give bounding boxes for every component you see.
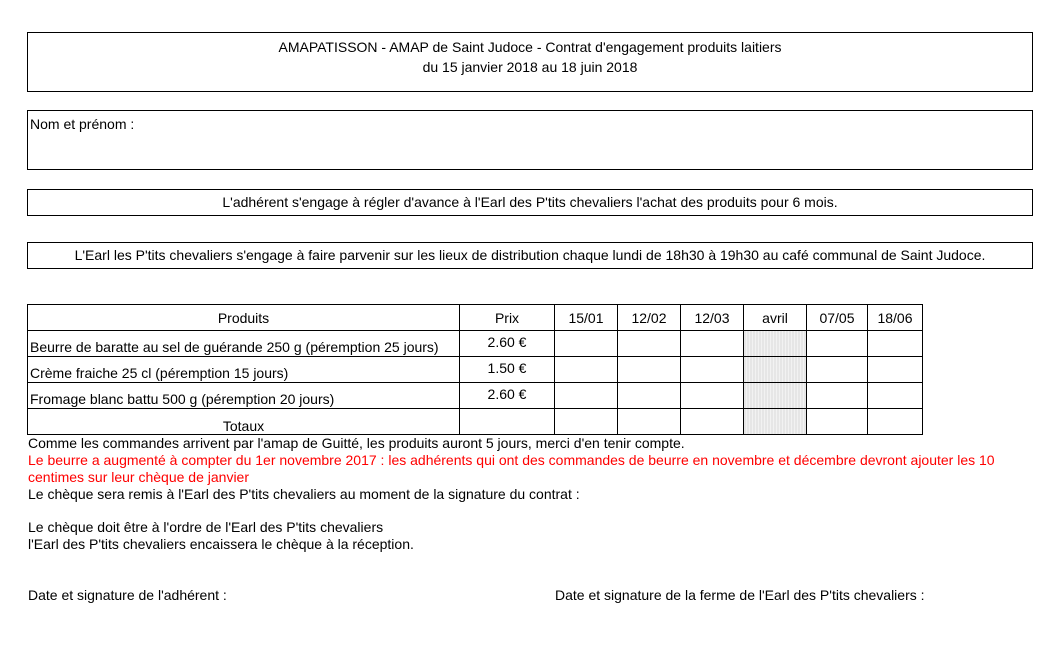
quantity-cell[interactable]	[681, 383, 744, 409]
delivery-text: L'Earl les P'tits chevaliers s'engage à faire parvenir sur les lieux de distribution chaque lundi de 18h30 à 19h30 au café communal de Saint Judoce.	[74, 247, 986, 263]
column-header-date-5: 07/05	[807, 305, 868, 331]
quantity-cell[interactable]	[807, 357, 868, 383]
totals-cell-shaded	[744, 409, 807, 435]
totals-cell[interactable]	[555, 409, 618, 435]
products-order-table	[27, 304, 923, 435]
delay-note: Comme les commandes arrivent par l'amap de Guitté, les produits auront 5 jours, merci d'en tenir compte.	[28, 435, 685, 451]
quantity-cell[interactable]	[868, 357, 923, 383]
totals-row	[28, 409, 923, 435]
quantity-cell[interactable]	[681, 331, 744, 357]
quantity-cell[interactable]	[807, 383, 868, 409]
quantity-cell-shaded	[744, 357, 807, 383]
quantity-cell-shaded	[744, 331, 807, 357]
quantity-cell[interactable]	[555, 331, 618, 357]
table-header-row	[28, 305, 923, 331]
column-header-date-4: avril	[744, 305, 807, 331]
quantity-cell[interactable]	[618, 383, 681, 409]
product-name: Beurre de baratte au sel de guérande 250 g (péremption 25 jours)	[28, 331, 460, 357]
contract-title-box	[27, 32, 1033, 92]
commitment-text: L'adhérent s'engage à régler d'avance à l'Earl des P'tits chevaliers l'achat des produits pour 6 mois.	[222, 194, 838, 210]
table-row	[28, 331, 923, 357]
product-price: 1.50 €	[460, 357, 555, 383]
table-row	[28, 357, 923, 383]
cheque-timing-note: Le chèque sera remis à l'Earl des P'tits chevaliers au moment de la signature du contrat :	[28, 486, 580, 502]
contract-period: du 15 janvier 2018 au 18 juin 2018	[422, 59, 638, 75]
contract-title: AMAPATISSON - AMAP de Saint Judoce - Contrat d'engagement produits laitiers	[278, 39, 782, 55]
totals-cell[interactable]	[807, 409, 868, 435]
price-increase-warning: Le beurre a augmenté à compter du 1er novembre 2017 : les adhérents qui ont des commandes de beurre en novembre et décembre devront ajouter les 10 centimes sur leur chèque de janvier	[28, 452, 995, 485]
totals-label: Totaux	[28, 409, 460, 435]
delivery-box	[27, 242, 1033, 269]
cheque-order-note: Le chèque doit être à l'ordre de l'Earl des P'tits chevaliers	[28, 519, 384, 535]
product-price: 2.60 €	[460, 331, 555, 357]
member-signature-label: Date et signature de l'adhérent :	[28, 587, 227, 603]
column-header-date-2: 12/02	[618, 305, 681, 331]
cheque-cash-note: l'Earl des P'tits chevaliers encaissera le chèque à la réception.	[28, 536, 414, 552]
product-name: Crème fraiche 25 cl (péremption 15 jours)	[28, 357, 460, 383]
product-name: Fromage blanc battu 500 g (péremption 20 jours)	[28, 383, 460, 409]
totals-price-cell[interactable]	[460, 409, 555, 435]
farm-signature-label: Date et signature de la ferme de l'Earl des P'tits chevaliers :	[555, 587, 925, 603]
quantity-cell[interactable]	[555, 357, 618, 383]
totals-cell[interactable]	[618, 409, 681, 435]
table-row	[28, 383, 923, 409]
column-header-products: Produits	[28, 305, 460, 331]
column-header-date-3: 12/03	[681, 305, 744, 331]
column-header-price: Prix	[460, 305, 555, 331]
quantity-cell[interactable]	[555, 383, 618, 409]
name-field-box[interactable]	[27, 110, 1033, 170]
quantity-cell[interactable]	[868, 331, 923, 357]
quantity-cell[interactable]	[681, 357, 744, 383]
quantity-cell-shaded	[744, 383, 807, 409]
quantity-cell[interactable]	[868, 383, 923, 409]
quantity-cell[interactable]	[618, 357, 681, 383]
product-price: 2.60 €	[460, 383, 555, 409]
totals-cell[interactable]	[868, 409, 923, 435]
commitment-box	[27, 189, 1033, 216]
quantity-cell[interactable]	[807, 331, 868, 357]
column-header-date-6: 18/06	[868, 305, 923, 331]
name-field-label: Nom et prénom :	[30, 116, 135, 132]
column-header-date-1: 15/01	[555, 305, 618, 331]
totals-cell[interactable]	[681, 409, 744, 435]
quantity-cell[interactable]	[618, 331, 681, 357]
